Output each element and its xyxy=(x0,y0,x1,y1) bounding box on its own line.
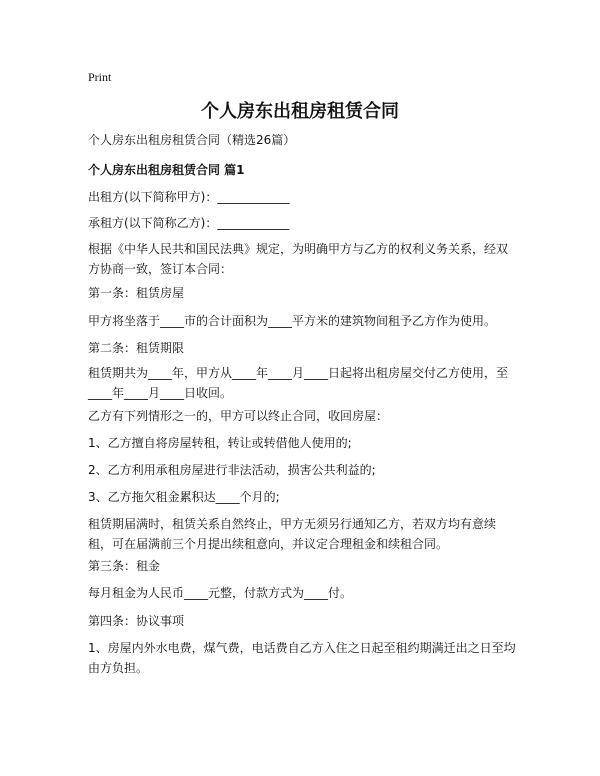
paragraph-lessee: 承租方(以下简称乙方)：____________ xyxy=(88,216,290,230)
paragraph-clause-1: 甲方将坐落于____市的合计面积为____平方米的建筑物间租予乙方作为使用。 xyxy=(88,314,497,328)
paragraph-lessor: 出租方(以下简称甲方)：____________ xyxy=(88,190,290,204)
paragraph-clause-2: 租赁期共为____年，甲方从____年____月____日起将出租房屋交付乙方使用，至____年____月____日收回。 xyxy=(88,366,509,400)
clause-heading-3: 第三条：租金 xyxy=(88,559,161,573)
list-item-1: 1、乙方擅自将房屋转租，转让或转借他人使用的; xyxy=(88,436,352,450)
paragraph-rent: 每月租金为人民币____元整，付款方式为____付。 xyxy=(88,586,353,600)
clause-heading-4: 第四条：协议事项 xyxy=(88,614,185,628)
section-heading: 个人房东出租房租赁合同 篇1 xyxy=(88,163,245,177)
clause-heading-1: 第一条：租赁房屋 xyxy=(88,286,185,300)
paragraph-agreement-1: 1、房屋内外水电费，煤气费，电话费自乙方入住之日起至租约期满迁出之日至均由方负担。 xyxy=(88,641,516,675)
print-link[interactable]: Print xyxy=(88,70,112,84)
document-title: 个人房东出租房租赁合同 xyxy=(201,101,399,122)
clause-heading-2: 第二条：租赁期限 xyxy=(88,341,185,355)
paragraph-renewal: 租赁期届满时，租赁关系自然终止，甲方无须另行通知乙方，若双方均有意续租，可在届满前三个月提出续租意向，并议定合理租金和续租合同。 xyxy=(88,517,497,551)
list-item-3: 3、乙方拖欠租金累积达____个月的; xyxy=(88,490,280,504)
list-item-2: 2、乙方利用承租房屋进行非法活动，损害公共利益的; xyxy=(88,463,376,477)
document-subtitle: 个人房东出租房租赁合同（精选26篇） xyxy=(88,133,296,147)
paragraph-preamble: 根据《中华人民共和国民法典》规定，为明确甲方与乙方的权利义务关系，经双方协商一致，签订本合同： xyxy=(88,242,509,276)
paragraph-termination: 乙方有下列情形之一的，甲方可以终止合同，收回房屋： xyxy=(88,409,389,423)
